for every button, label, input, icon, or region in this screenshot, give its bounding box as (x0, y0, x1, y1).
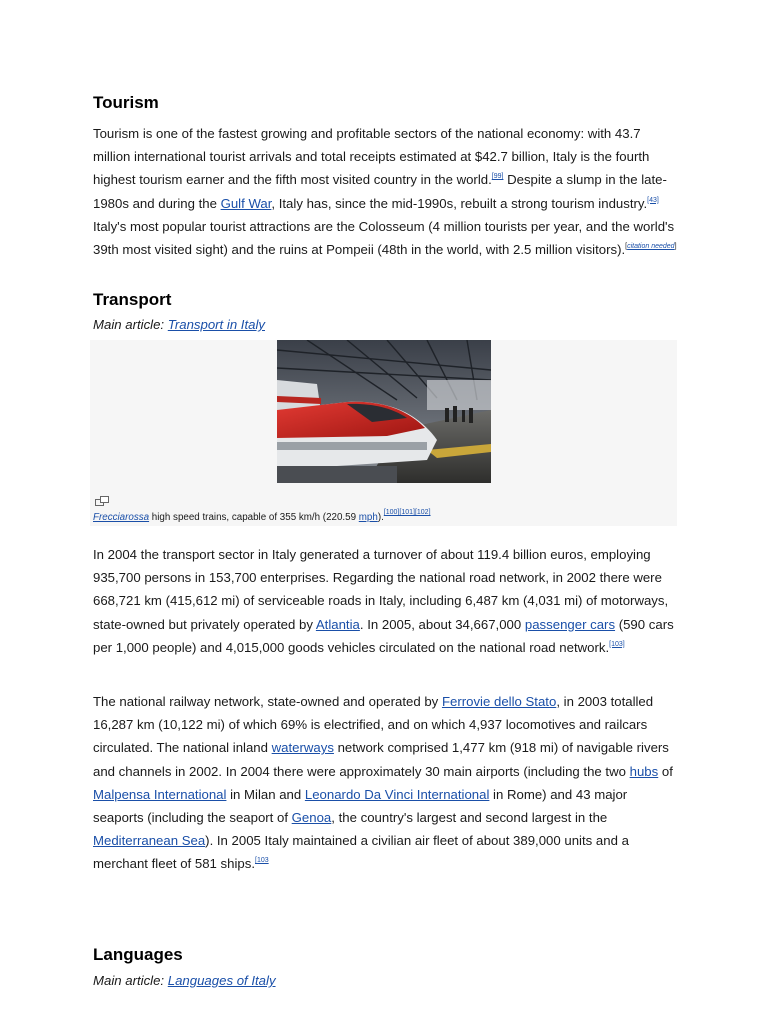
main-article-prefix: Main article: (93, 317, 168, 332)
text: , the country's largest and second largest in the (331, 810, 608, 826)
text: in Rome) and 43 major seaports (including the seaport of (93, 786, 628, 826)
citation-needed-link[interactable]: citation needed (627, 243, 675, 251)
languages-heading: Languages (93, 945, 183, 964)
figure-caption (93, 509, 431, 523)
transport-in-italy-link[interactable]: Transport in Italy (167, 317, 265, 332)
leonardo-da-vinci-international-link[interactable]: Leonardo Da Vinci International (304, 786, 490, 802)
languages-main-article (93, 973, 276, 988)
transport-paragraph-road (93, 543, 678, 659)
text: , in 2003 totalled 16,287 km (10,122 mi) of which 69% is electrified, and on which 4,937 locomotives and railcars circulated. The national inland (93, 694, 654, 756)
text: The national railway network, state-owned and operated by (93, 694, 442, 709)
caption-text: high speed trains, capable of 355 km/h (220.59 (149, 512, 359, 523)
transport-paragraph-rail (93, 690, 678, 876)
cite-bracket: [ (625, 243, 628, 251)
text: (590 cars per 1,000 people) and 4,015,000 goods vehicles circulated on the national road network. (93, 616, 674, 655)
text: . In 2005, about 34,667,000 (359, 616, 525, 632)
text: in Milan and (226, 786, 305, 802)
malpensa-international-link[interactable]: Malpensa International (93, 786, 227, 802)
ref-103-link[interactable]: [103] (609, 640, 625, 648)
tourism-paragraph (93, 122, 678, 261)
cite-bracket: ] (674, 243, 677, 251)
text: Despite a slump in the late-1980s and during the (93, 172, 667, 211)
text: network comprised 1,477 km (918 mi) of navigable rivers and channels in 2002. In 2004 there were approximately 30 main airports (including the two (93, 740, 669, 779)
transport-heading: Transport (93, 290, 172, 309)
ref-43-link[interactable]: [43] (647, 196, 659, 204)
train-figure (90, 340, 677, 526)
mediterranean-sea-link[interactable]: Mediterranean Sea (93, 833, 206, 849)
genoa-link[interactable]: Genoa (291, 810, 332, 826)
red-high-speed-train-photo[interactable] (277, 340, 491, 483)
text: , Italy has, since the mid-1990s, rebuilt a strong tourism industry. (271, 195, 648, 211)
ferrovie-dello-stato-link[interactable]: Ferrovie dello Stato (441, 694, 557, 709)
text: ). In 2005 Italy maintained a civilian air fleet of about 389,000 units and a merchant fleet of 581 ships. (93, 833, 629, 872)
languages-of-italy-link[interactable]: Languages of Italy (167, 973, 276, 988)
text: of (658, 763, 673, 779)
gulf-war-link[interactable]: Gulf War (220, 195, 272, 211)
atlantia-link[interactable]: Atlantia (315, 616, 360, 632)
mph-link[interactable]: mph (358, 512, 378, 523)
main-article-prefix: Main article: (93, 973, 168, 988)
text: In 2004 the transport sector in Italy generated a turnover of about 119.4 billion euros, employing 935,700 persons in 153,700 enterprises. Regarding the national road network, in 2002 there were 668,721 km (415,612 mi) of serviceable roads in Italy, including 6,487 km (4,031 mi) of motorways, state-owned but privately operated by (93, 547, 669, 632)
waterways-link[interactable]: waterways (271, 740, 334, 756)
transport-main-article (93, 317, 265, 332)
frecciarossa-link[interactable]: Frecciarossa (93, 512, 150, 523)
tourism-heading: Tourism (93, 93, 159, 112)
ref-99-link[interactable]: [99] (491, 173, 504, 181)
caption-text: ). (377, 512, 384, 523)
text: Tourism is one of the fastest growing and profitable sectors of the national economy: with 43.7 million international tourist arrivals and total receipts estimated at $42.7 billion, Italy is the fourth highest tourism earner and the fifth most visited country in the world. (93, 126, 650, 188)
hubs-link[interactable]: hubs (629, 763, 659, 779)
ref-103-link[interactable]: [103 (255, 857, 269, 865)
enlarge-icon[interactable] (95, 493, 109, 503)
text: Italy's most popular tourist attractions are the Colosseum (4 million tourists per year, and the world's 39th most visited sight) and the ruins at Pompeii (48th in the world, with 2.5 million visitors). (93, 218, 675, 258)
passenger-cars-link[interactable]: passenger cars (524, 616, 616, 632)
ref-100-102-link[interactable]: [100][101][102] (383, 509, 431, 516)
